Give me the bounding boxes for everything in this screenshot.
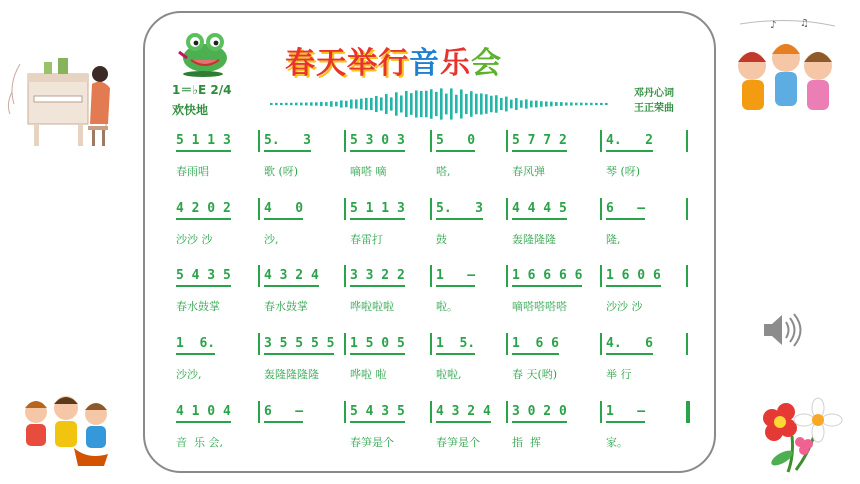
measure-notes: 4 2 0 2 <box>176 201 231 216</box>
measure-lyrics: 沙沙 沙 <box>606 300 643 313</box>
waveform-bar <box>415 90 418 117</box>
bar-line <box>686 130 688 152</box>
notation-row <box>172 133 692 153</box>
beam-underline <box>264 353 334 355</box>
measure-notes: 4 1 0 4 <box>176 404 231 419</box>
bar-line <box>344 130 346 152</box>
measure-notes: 5 4 3 5 <box>176 268 231 283</box>
bar-line <box>600 130 602 152</box>
bar-line <box>600 265 602 287</box>
beam-underline <box>350 150 405 152</box>
measure-lyrics: 轰隆隆隆隆 <box>264 368 319 381</box>
measure-lyrics: 琴 (呀) <box>606 165 641 178</box>
measure-lyrics: 歌 (呀) <box>264 165 299 178</box>
waveform-bar <box>395 92 398 115</box>
waveform-bar <box>425 91 428 118</box>
waveform-bar <box>305 103 308 106</box>
bar-line <box>506 333 508 355</box>
bar-line <box>430 198 432 220</box>
bar-line <box>430 401 432 423</box>
bar-line <box>506 198 508 220</box>
waveform-bar <box>420 91 423 117</box>
measure-notes: 4 3 2 4 <box>436 404 491 419</box>
bar-line <box>600 401 602 423</box>
measure-notes: 5 7 7 2 <box>512 133 567 148</box>
waveform-bar <box>585 103 588 105</box>
bar-line <box>258 130 260 152</box>
measure-lyrics: 隆, <box>606 233 621 246</box>
measure-notes: 4 0 <box>264 201 304 216</box>
measure-lyrics: 举 行 <box>606 368 632 381</box>
beam-underline <box>176 150 231 152</box>
beam-underline <box>350 285 405 287</box>
waveform-bar <box>330 101 333 107</box>
measure-lyrics: 嘀嗒嗒嗒嗒 <box>512 300 567 313</box>
waveform-bar <box>315 102 318 105</box>
waveform-bar <box>505 97 508 112</box>
waveform-bar <box>535 101 538 108</box>
bar-line <box>258 333 260 355</box>
waveform-bar <box>500 98 503 110</box>
waveform-bar <box>290 103 293 105</box>
notation-row <box>172 404 692 424</box>
speaker-icon[interactable] <box>760 309 802 351</box>
measure-notes: 5 3 0 3 <box>350 133 405 148</box>
waveform-bar <box>345 101 348 107</box>
beam-underline <box>176 285 231 287</box>
bar-line <box>506 130 508 152</box>
measure-lyrics: 春水鼓掌 <box>264 300 308 313</box>
measure-lyrics: 指 挥 <box>512 436 541 449</box>
bar-line <box>600 198 602 220</box>
measure-lyrics: 春水鼓掌 <box>176 300 220 313</box>
bar-line <box>430 265 432 287</box>
waveform-bar <box>440 88 443 119</box>
measure-lyrics: 春雷打 <box>350 233 383 246</box>
measure-lyrics: 啦啦, <box>436 368 462 381</box>
measure-notes: 1 6. <box>176 336 216 351</box>
waveform-bar <box>390 97 393 110</box>
measure-lyrics: 春雨唱 <box>176 165 209 178</box>
measure-lyrics: 音 乐 会, <box>176 436 223 449</box>
beam-underline <box>512 285 582 287</box>
measure-notes: 1 6 0 6 <box>606 268 661 283</box>
waveform-bar <box>310 102 313 105</box>
bar-line <box>344 401 346 423</box>
measure-notes: 5 4 3 5 <box>350 404 405 419</box>
flowers-icon <box>752 396 844 474</box>
measure-lyrics: 沙沙 沙 <box>176 233 213 246</box>
beam-underline <box>606 421 645 423</box>
waveform-bar <box>605 103 608 105</box>
svg-text:♫: ♫ <box>800 18 809 29</box>
waveform-bar <box>590 103 593 105</box>
lyrics-row <box>172 231 692 249</box>
title-part-yin: 音 <box>409 46 440 81</box>
measure-lyrics: 家。 <box>606 436 628 449</box>
bar-line <box>258 198 260 220</box>
waveform-bar <box>335 102 338 107</box>
measure-lyrics: 啦。 <box>436 300 458 313</box>
measure-notes: 3 5 5 5 5 <box>264 336 335 351</box>
waveform-bar <box>445 94 448 115</box>
bar-line <box>344 198 346 220</box>
title-part-hui: 会 <box>471 46 502 81</box>
notation-row <box>172 336 692 356</box>
measure-lyrics: 春笋是个 <box>436 436 480 449</box>
waveform-bar <box>540 101 543 107</box>
key-signature: 1＝♭E 2/4 <box>172 83 232 97</box>
beam-underline <box>176 353 215 355</box>
waveform-bar <box>490 96 493 113</box>
bar-line <box>686 333 688 355</box>
waveform-bar <box>375 96 378 112</box>
waveform-bar <box>575 103 578 106</box>
measure-notes: 4 3 2 4 <box>264 268 319 283</box>
waveform-bar <box>385 94 388 114</box>
beam-underline <box>264 218 303 220</box>
waveform-bar <box>495 95 498 113</box>
beam-underline <box>350 353 405 355</box>
measure-notes: 1 5. <box>436 336 476 351</box>
waveform-bar <box>365 98 368 110</box>
measure-lyrics: 哗啦 啦 <box>350 368 387 381</box>
waveform-bar <box>550 102 553 107</box>
lyrics-row <box>172 298 692 316</box>
bar-line <box>430 130 432 152</box>
measure-notes: 5 0 <box>436 133 476 148</box>
waveform-bar <box>430 89 433 119</box>
measure-lyrics: 沙沙, <box>176 368 202 381</box>
lyrics-row <box>172 366 692 384</box>
singing-children-icon <box>730 14 842 120</box>
title-part-spring: 春天举行 <box>285 46 409 81</box>
waveform-bar <box>275 103 278 105</box>
waveform-bar <box>405 91 408 117</box>
measure-notes: 5. 3 <box>264 133 311 148</box>
waveform-bar <box>565 103 568 106</box>
beam-underline <box>512 218 567 220</box>
svg-text:♪: ♪ <box>770 20 777 31</box>
measure-notes: 1 6 6 <box>512 336 559 351</box>
beam-underline <box>606 218 645 220</box>
piano-player-icon <box>4 44 114 156</box>
waveform-bar <box>510 100 513 109</box>
waveform-bar <box>515 98 518 110</box>
waveform-bar <box>580 103 583 106</box>
beam-underline <box>436 218 483 220</box>
dancing-kids-icon <box>14 394 118 468</box>
measure-lyrics: 春风弹 <box>512 165 545 178</box>
beam-underline <box>436 353 475 355</box>
bar-line <box>344 333 346 355</box>
measure-lyrics: 嗒, <box>436 165 451 178</box>
beam-underline <box>264 285 319 287</box>
bar-line <box>258 265 260 287</box>
measure-lyrics: 轰隆隆隆 <box>512 233 556 246</box>
song-title <box>285 38 502 82</box>
lyrics-row <box>172 434 692 452</box>
bar-line <box>686 265 688 287</box>
bar-line <box>344 265 346 287</box>
beam-underline <box>436 285 475 287</box>
measure-lyrics: 沙, <box>264 233 279 246</box>
waveform-bar <box>325 102 328 106</box>
measure-notes: 1 – <box>436 268 476 283</box>
measure-notes: 6 – <box>606 201 646 216</box>
waveform-bar <box>455 95 458 113</box>
beam-underline <box>436 150 475 152</box>
bar-line <box>686 401 690 423</box>
measure-notes: 4 4 4 5 <box>512 201 567 216</box>
bar-line <box>686 198 688 220</box>
measure-notes: 1 5 0 5 <box>350 336 405 351</box>
beam-underline <box>606 285 661 287</box>
tempo-marking: 欢快地 <box>172 103 209 117</box>
measure-notes: 5 1 1 3 <box>350 201 405 216</box>
beam-underline <box>176 421 231 423</box>
measure-notes: 5. 3 <box>436 201 483 216</box>
waveform-bar <box>285 103 288 105</box>
bar-line <box>258 401 260 423</box>
notation-row <box>172 268 692 288</box>
waveform-bar <box>300 103 303 106</box>
beam-underline <box>512 421 567 423</box>
waveform-bar <box>530 101 533 108</box>
waveform-bar <box>470 91 473 117</box>
waveform-bar <box>525 99 528 108</box>
waveform-bar <box>480 93 483 114</box>
composer-credit: 王正荣曲 <box>634 103 674 114</box>
measure-notes: 1 6 6 6 6 <box>512 268 583 283</box>
waveform-bar <box>465 94 468 114</box>
waveform-bar <box>485 94 488 114</box>
waveform-bar <box>270 103 273 105</box>
bar-line <box>430 333 432 355</box>
measure-notes: 4. 6 <box>606 336 653 351</box>
measure-notes: 4. 2 <box>606 133 653 148</box>
measure-notes: 1 – <box>606 404 646 419</box>
waveform-bar <box>350 100 353 109</box>
beam-underline <box>264 421 303 423</box>
measure-lyrics: 春笋是个 <box>350 436 394 449</box>
waveform-bar <box>475 94 478 114</box>
audio-waveform-icon <box>270 86 610 122</box>
measure-lyrics: 哗啦啦啦 <box>350 300 394 313</box>
beam-underline <box>350 421 405 423</box>
measure-notes: 5 1 1 3 <box>176 133 231 148</box>
frog-mascot-icon <box>173 28 235 78</box>
bar-line <box>506 401 508 423</box>
lyrics-row <box>172 163 692 181</box>
waveform-bar <box>400 96 403 113</box>
beam-underline <box>606 150 653 152</box>
beam-underline <box>606 353 653 355</box>
lyricist-credit: 邓丹心词 <box>634 88 674 99</box>
waveform-bar <box>520 100 523 107</box>
bar-line <box>600 333 602 355</box>
measure-lyrics: 嘀嗒 嘀 <box>350 165 387 178</box>
waveform-bar <box>600 103 603 105</box>
measure-lyrics: 鼓 <box>436 233 447 246</box>
beam-underline <box>264 150 311 152</box>
waveform-bar <box>435 92 438 116</box>
waveform-bar <box>595 103 598 105</box>
measure-lyrics: 春 天(哟) <box>512 368 558 381</box>
waveform-bar <box>380 97 383 110</box>
waveform-bar <box>410 93 413 115</box>
title-part-le: 乐 <box>440 46 471 81</box>
waveform-bar <box>355 100 358 109</box>
waveform-bar <box>280 103 283 105</box>
notation-row <box>172 201 692 221</box>
waveform-bar <box>450 88 453 119</box>
bar-line <box>506 265 508 287</box>
waveform-bar <box>295 103 298 106</box>
beam-underline <box>512 353 559 355</box>
beam-underline <box>176 218 231 220</box>
waveform-bar <box>570 102 573 105</box>
measure-notes: 3 0 2 0 <box>512 404 567 419</box>
measure-notes: 6 – <box>264 404 304 419</box>
beam-underline <box>350 218 405 220</box>
waveform-bar <box>360 99 363 110</box>
beam-underline <box>512 150 567 152</box>
waveform-bar <box>460 89 463 118</box>
waveform-bar <box>320 102 323 106</box>
measure-notes: 3 3 2 2 <box>350 268 405 283</box>
beam-underline <box>436 421 491 423</box>
waveform-bar <box>560 102 563 106</box>
waveform-bar <box>545 101 548 106</box>
waveform-bar <box>340 100 343 107</box>
waveform-bar <box>370 98 373 110</box>
waveform-bar <box>555 102 558 106</box>
